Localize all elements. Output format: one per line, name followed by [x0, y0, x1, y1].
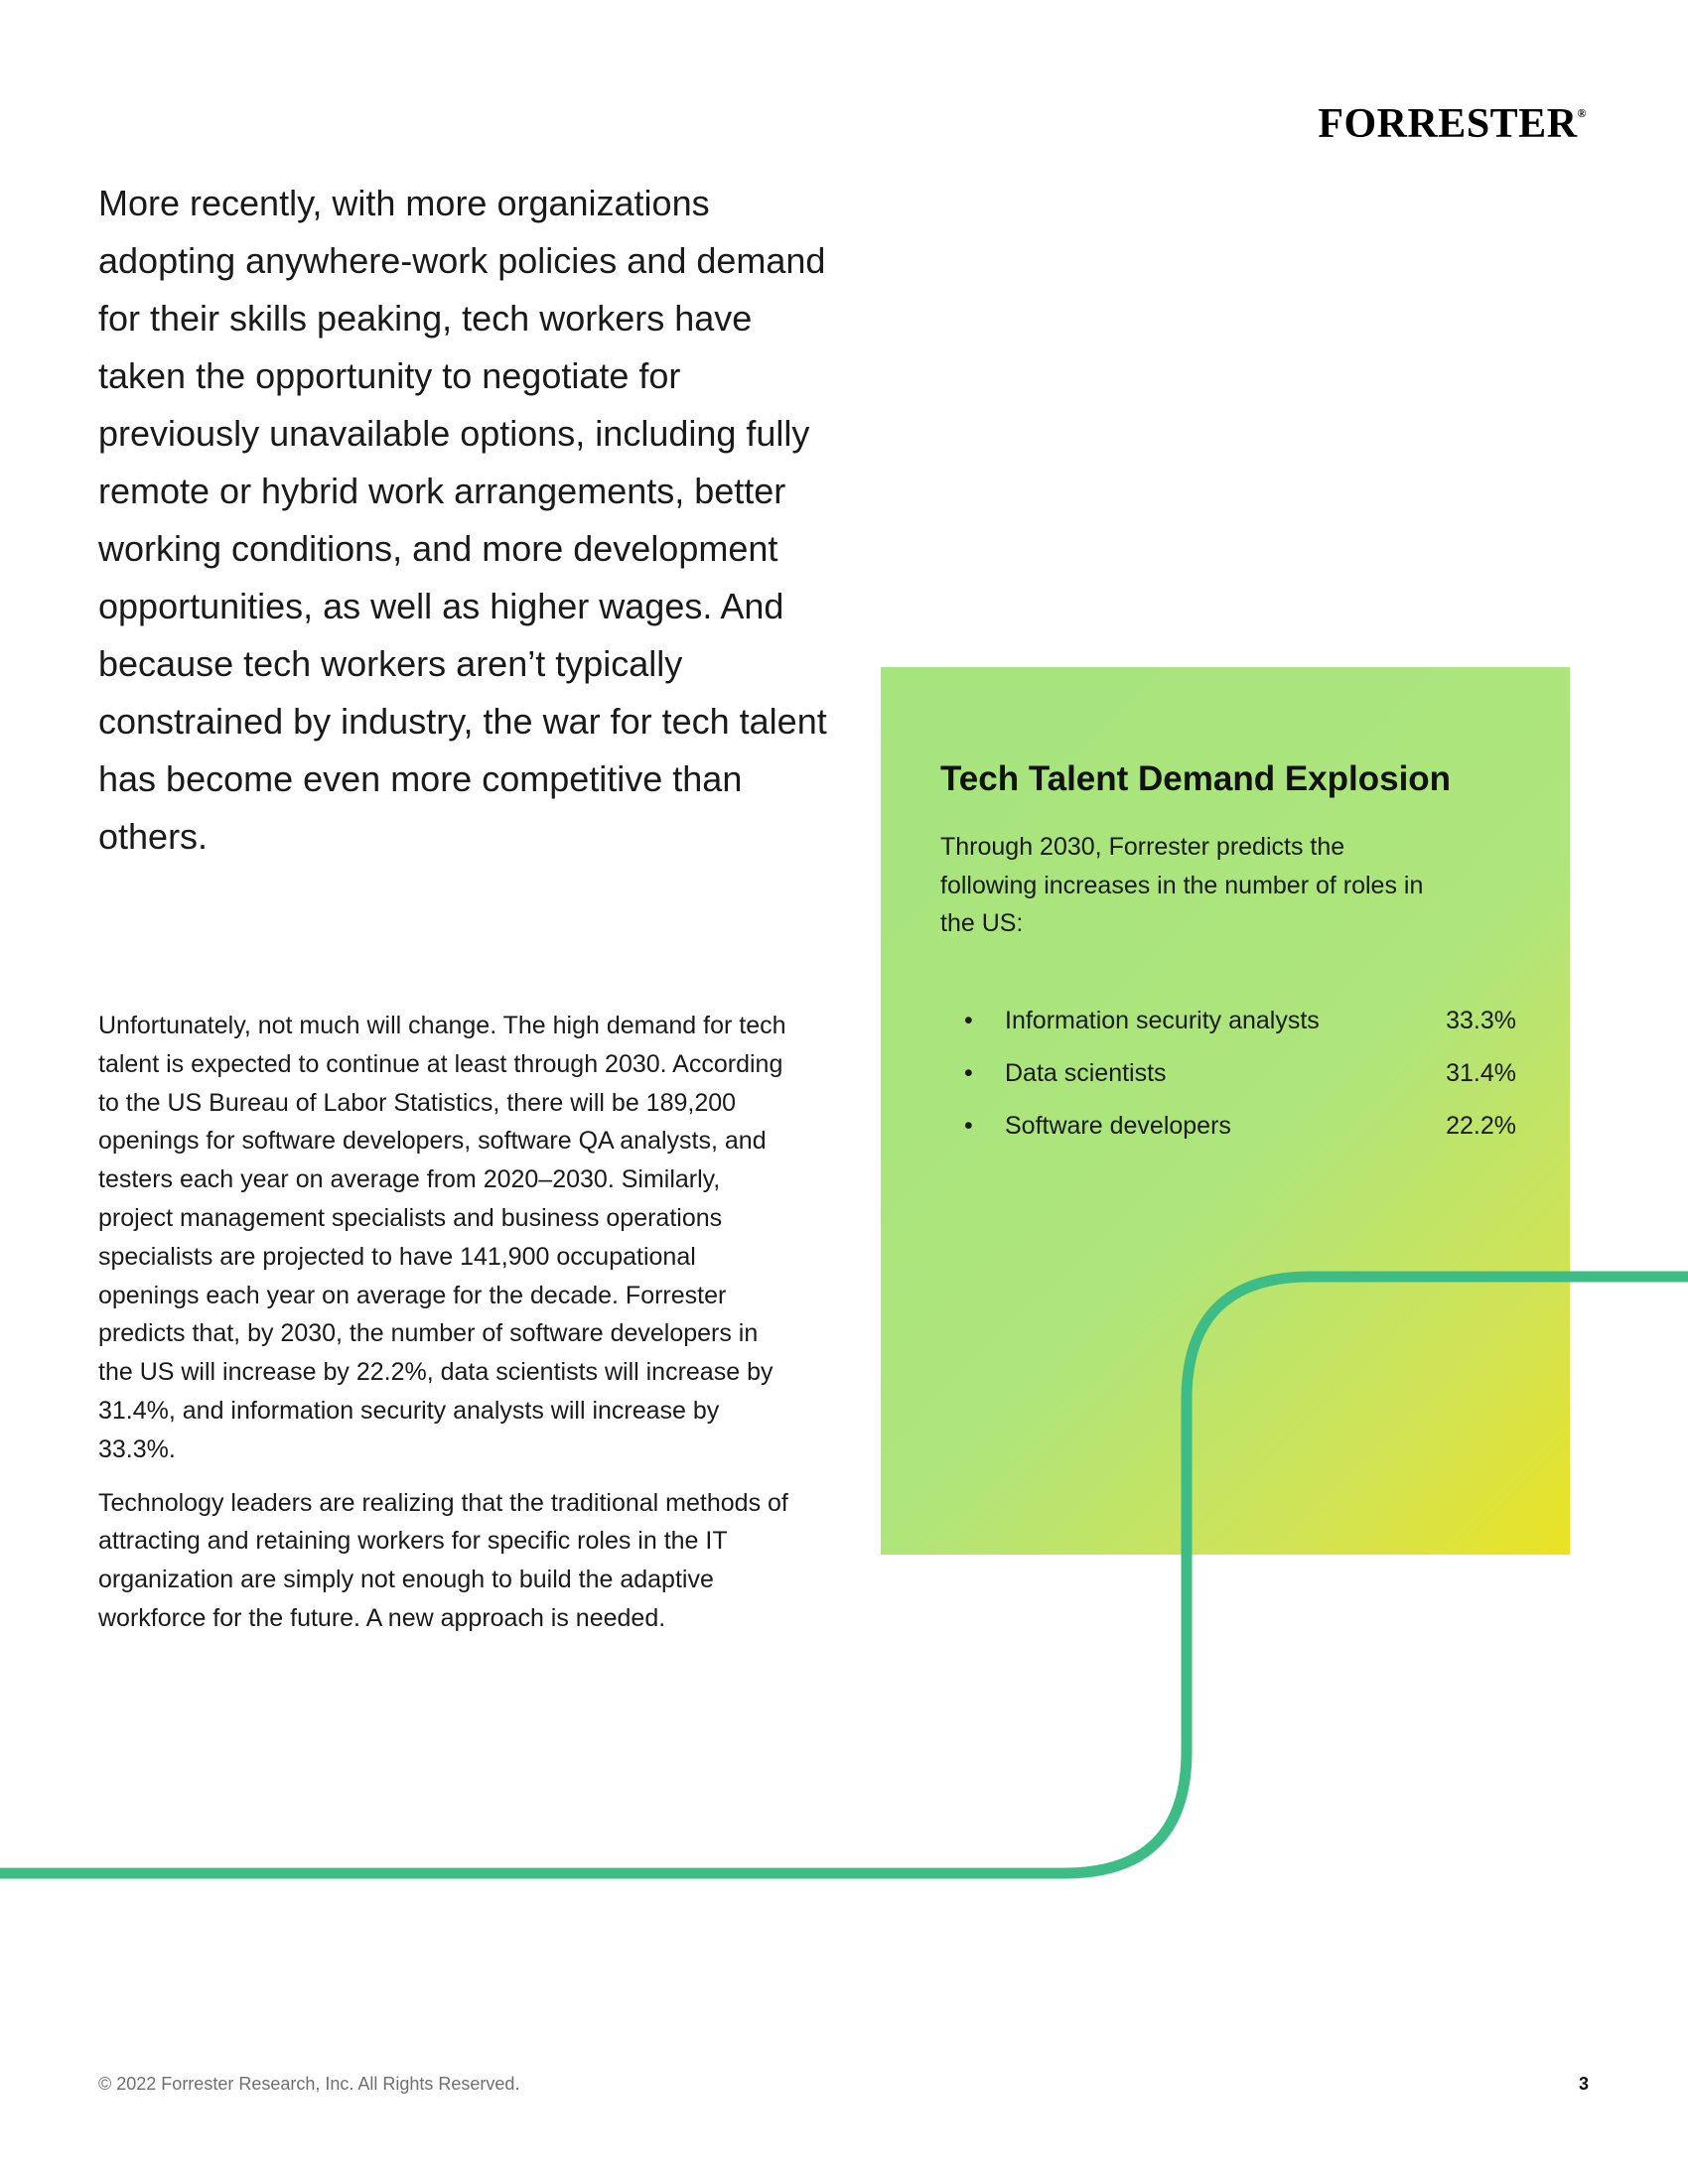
list-item — [940, 1047, 1516, 1100]
list-item — [940, 1100, 1516, 1153]
role-label: Software developers — [1005, 1112, 1231, 1140]
role-growth-value: 22.2% — [1446, 1112, 1516, 1140]
body-paragraph: Technology leaders are realizing that the traditional methods of attracting and retaining workers for specific roles in the IT organization are simply not enough to build the adaptive workforce for the future. A new approach is needed. — [98, 1488, 788, 1632]
callout-title: Tech Talent Demand Explosion — [940, 759, 1452, 798]
copyright-notice: © 2022 Forrester Research, Inc. All Rights Reserved. — [98, 2074, 520, 2094]
registered-mark: ® — [1577, 106, 1587, 120]
body-paragraph: Unfortunately, not much will change. The high demand for tech talent is expected to continue at least through 2030. According to the US Bureau of Labor Statistics, there will be 189,200 openings for software developers, software QA analysts, and testers each year on average from 2020–2030. Similarly, project management specialists and business operations specialists are projected to have 141,900 occupational openings each year on average for the decade. Forrester predicts that, by 2030, the number of software developers in the US will increase by 22.2%, data scientists will increase by 31.4%, and information security analysts will increase by 33.3%. — [98, 1012, 786, 1463]
page-number: 3 — [1578, 2074, 1589, 2094]
body-text — [98, 1007, 793, 1638]
forrester-logo — [1318, 103, 1587, 145]
role-growth-value: 33.3% — [1446, 1007, 1516, 1034]
logo-text: FORRESTER — [1318, 101, 1578, 147]
callout-intro: Through 2030, Forrester predicts the following increases in the number of roles in the US: — [940, 833, 1424, 937]
list-item — [940, 995, 1516, 1047]
bullet-icon: • — [964, 1059, 973, 1087]
bullet-icon: • — [964, 1007, 973, 1034]
role-growth-value: 31.4% — [1446, 1059, 1516, 1087]
role-label: Data scientists — [1005, 1059, 1167, 1087]
bullet-icon: • — [964, 1112, 973, 1140]
role-label: Information security analysts — [1005, 1007, 1320, 1034]
callout-box — [881, 667, 1570, 1555]
lead-paragraph: More recently, with more organizations adopting anywhere-work policies and demand for their skills peaking, tech workers have taken the opportunity to negotiate for previously unavailable options, including fully remote or hybrid work arrangements, better working conditions, and more development opportunities, as well as higher wages. And because tech workers aren’t typically constrained by industry, the war for tech talent has become even more competitive than others. — [98, 183, 827, 857]
callout-list — [940, 995, 1516, 1153]
